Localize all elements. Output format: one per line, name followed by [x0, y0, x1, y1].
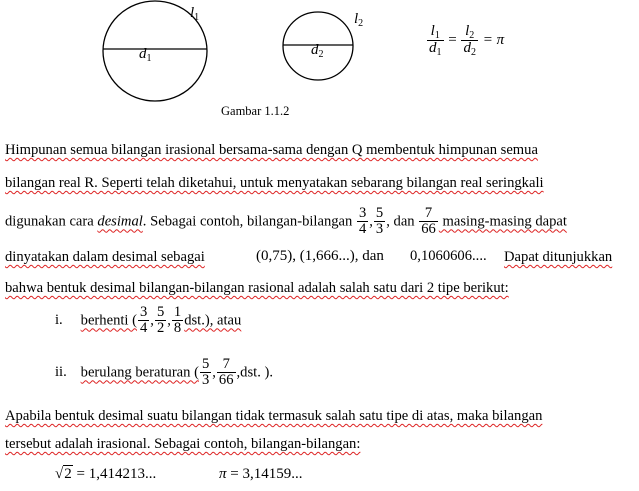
frac-5-3: $\frac{5}{3}$: [375, 205, 384, 238]
figure-circles: [0, 0, 639, 125]
para1-line3: digunakan cara desimal. Sebagai contoh, bilangan-bilangan $\frac{3}{4}$ , $\frac{5}{3}$ , dan $\frac{7}{66}$ masing-masing dapat: [5, 205, 567, 238]
circle1-diam-label: $d_1$: [139, 46, 152, 64]
para1-line5: bahwa bentuk desimal bilangan-bilangan rasional adalah salah satu dari 2 tipe berikut:: [5, 280, 509, 296]
frac-3-4: $\frac{3}{4}$: [358, 205, 367, 238]
circle2-diam-label: $d_2$: [311, 42, 324, 60]
para1-line4-end: Dapat ditunjukkan: [504, 249, 613, 265]
figure-caption: Gambar 1.1.2: [221, 104, 290, 118]
sqrt-icon: √: [55, 466, 64, 482]
para2-line1: Apabila bentuk desimal suatu bilangan tidak termasuk salah satu tipe di atas, maka bilangan: [5, 408, 543, 424]
example-sqrt2: √2 = 1,414213...: [55, 466, 157, 482]
para2-line2: tersebut adalah irasional. Sebagai contoh, bilangan-bilangan:: [5, 436, 361, 452]
para1-line4-value2: 0,1060606....: [410, 248, 487, 264]
circle1-circ-label: $l_1$: [190, 5, 200, 23]
para1-line4-values: (0,75), (1,666...), dan: [256, 248, 384, 264]
list-item-1: i. berhenti ( $\frac{3}{4}$ , $\frac{5}{2}$ , $\frac{1}{8}$ dst.), atau: [55, 304, 242, 337]
para1-line2: bilangan real R. Seperti telah diketahui, untuk menyatakan sebarang bilangan real seringkali: [5, 175, 544, 191]
circle2-circ-label: $l_2$: [354, 11, 364, 29]
ratio-formula: $\frac{l_1}{d_1}$ = $\frac{l_2}{d_2}$ = π: [429, 23, 505, 58]
list-item-2: ii. berulang beraturan ( $\frac{5}{3}$ , $\frac{7}{66}$ ,dst. ).: [55, 356, 273, 389]
para1-line4: dinyatakan dalam desimal sebagai: [5, 249, 205, 265]
example-pi: π = 3,14159...: [219, 466, 303, 482]
frac-7-66: $\frac{7}{66}$: [421, 205, 436, 238]
para1-line1: Himpunan semua bilangan irasional bersama-sama dengan Q membentuk himpunan semua: [5, 142, 538, 158]
